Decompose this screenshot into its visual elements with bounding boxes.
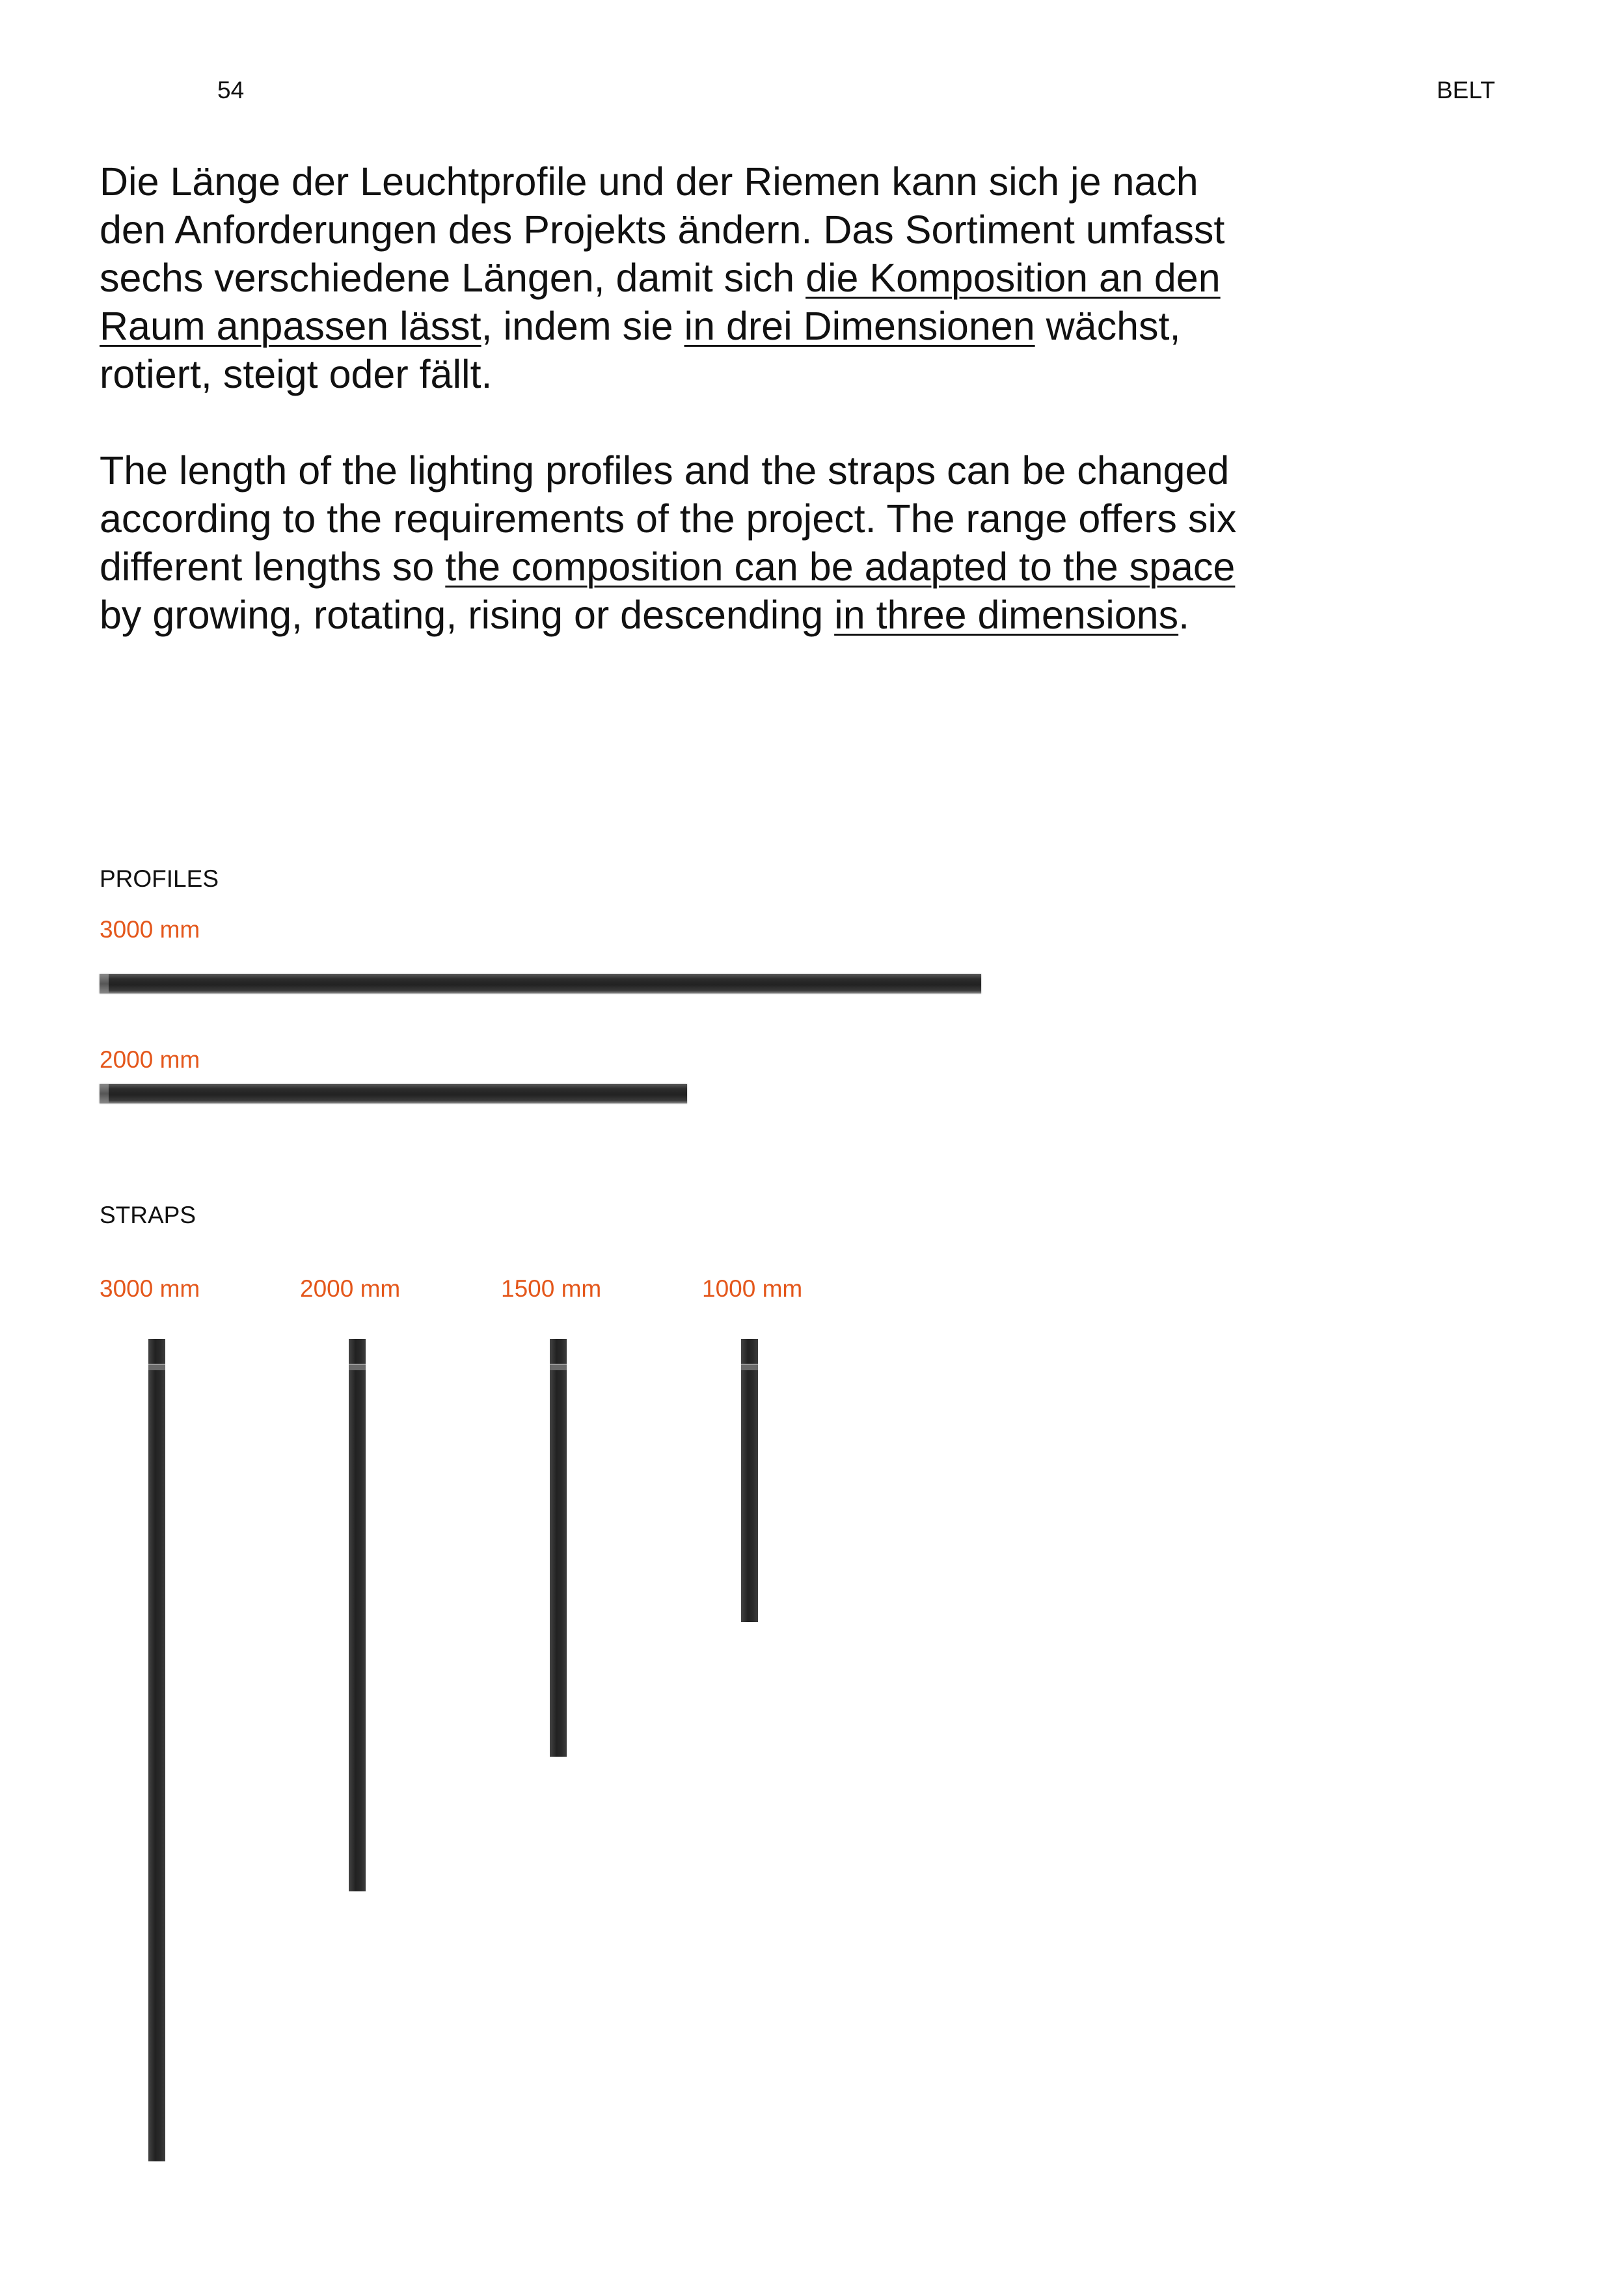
paragraph-english xyxy=(100,446,1271,639)
strap-bar xyxy=(148,1339,165,2161)
text-run: Die Länge der Leuchtprofile und der Riemen kann sich je nach den Anforderungen des Projekts ändern. Das Sortiment umfasst sechs verschiedene Längen, damit sich xyxy=(100,159,1225,300)
profile-length-label: 3000 mm xyxy=(100,916,200,943)
underlined-phrase: in drei Dimensionen xyxy=(684,304,1035,348)
strap-knuckle xyxy=(550,1364,567,1370)
strap-knuckle xyxy=(148,1364,165,1370)
strap-length-label: 1000 mm xyxy=(702,1275,803,1302)
strap-knuckle xyxy=(349,1364,366,1370)
page-number: 54 xyxy=(217,77,245,103)
text-run: by growing, rotating, rising or descending xyxy=(100,593,835,637)
strap-length-label: 1500 mm xyxy=(501,1275,602,1302)
text-run: wächst, rotiert, steigt oder fällt. xyxy=(100,304,1181,396)
profile-length-label: 2000 mm xyxy=(100,1046,200,1073)
strap-bar xyxy=(550,1339,567,1757)
strap-bar xyxy=(741,1339,758,1622)
profile-endcap xyxy=(100,974,109,994)
underlined-phrase: in three dimensions xyxy=(834,593,1179,637)
profiles-heading: PROFILES xyxy=(100,865,219,892)
strap-length-label: 3000 mm xyxy=(100,1275,200,1302)
text-run: The length of the lighting profiles and the straps can be changed according to the requirements of the project. The range offers six different lengths so xyxy=(100,448,1237,589)
profile-endcap xyxy=(100,1084,109,1103)
underlined-phrase: die Komposition an den Raum anpassen lässt xyxy=(100,256,1221,348)
text-run: . xyxy=(1178,593,1190,637)
underlined-phrase: the composition can be adapted to the space xyxy=(445,545,1236,589)
strap-bar xyxy=(349,1339,366,1891)
text-run: , indem sie xyxy=(481,304,684,348)
profile-bar xyxy=(100,974,981,994)
straps-heading: STRAPS xyxy=(100,1202,196,1228)
section-title: BELT xyxy=(1437,77,1495,103)
strap-length-label: 2000 mm xyxy=(300,1275,401,1302)
paragraph-german xyxy=(100,157,1271,398)
profile-bar xyxy=(100,1084,687,1103)
strap-knuckle xyxy=(741,1364,758,1370)
